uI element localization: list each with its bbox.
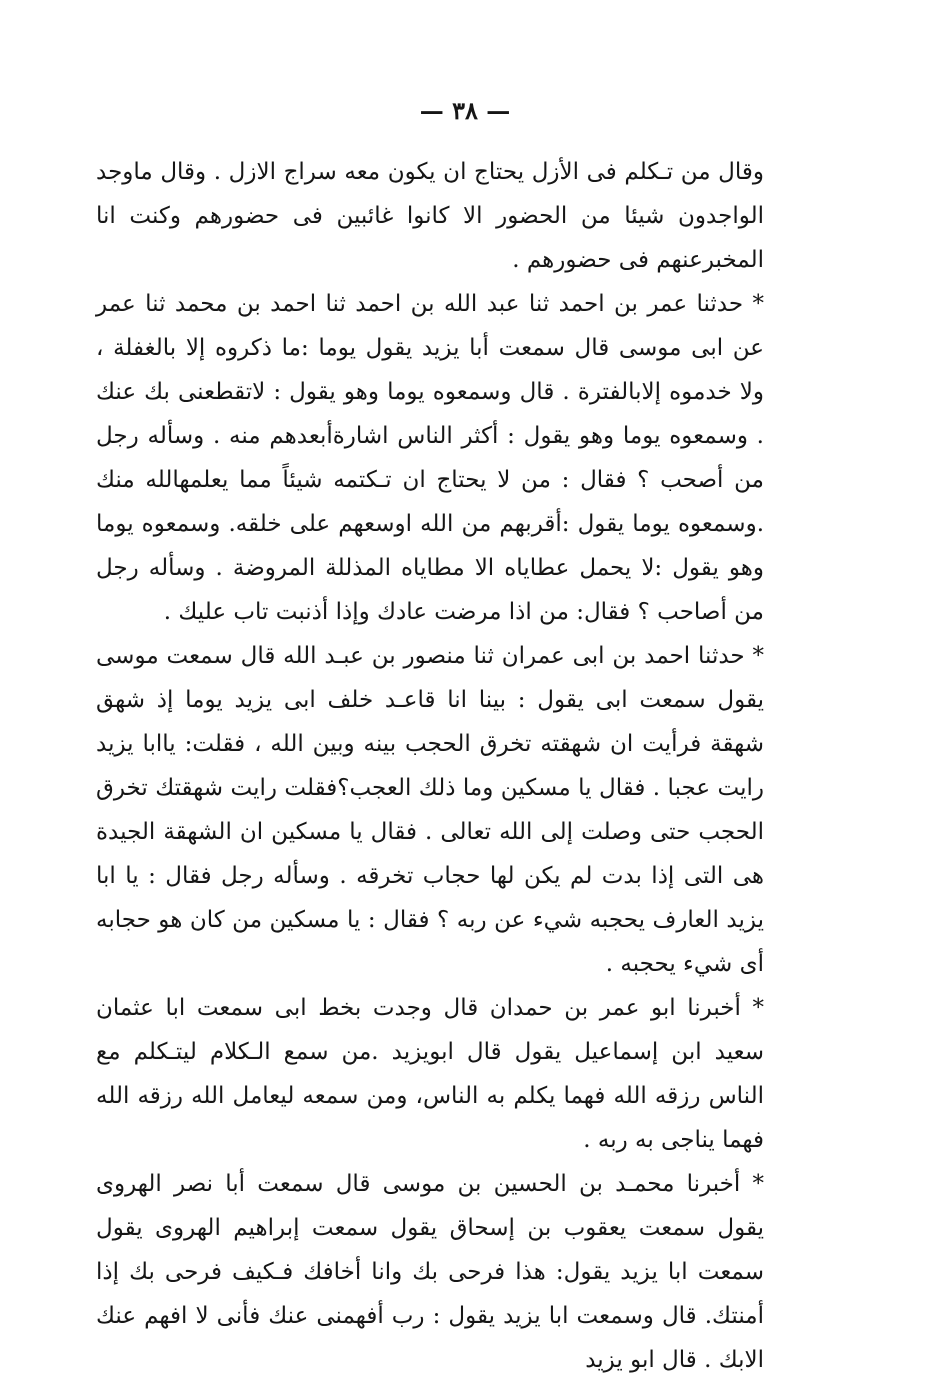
body-text [96, 150, 764, 1382]
page-number: — ٣٨ — [419, 96, 511, 125]
paragraph: * أخبرنا محمـد بن الحسين بن موسى قال سمعت أبا نصر الهروى يقول سمعت يعقوب بن إسحاق يقول سمعت إبراهيم الهروى يقول سمعت ابا يزيد يقول: هذا فرحى بك وانا أخافك فـكيف فرحى بك إذا أمنتك. قال وسمعت ابا يزيد يقول : رب أفهمنى عنك فأنى لا افهم عنك الابك . قال ابو يزيد [96, 1171, 764, 1373]
paragraph: * حدثنا احمد بن ابى عمران ثنا منصور بن عبـد الله قال سمعت موسى يقول سمعت ابى يقول : بينا انا قاعـد خلف ابى يزيد يوما إذ شهق شهقة فرأيت ان شهقته تخرق الحجب بينه وبين الله ، فقلت: ياابا يزيد رايت عجبا . فقال يا مسكين وما ذلك العجب؟فقلت رايت شهقتك تخرق الحجب حتى وصلت إلى الله تعالى . فقال يا مسكين ان الشهقة الجيدة هى التى إذا بدت لم يكن لها حجاب تخرقه . وسأله رجل فقال : يا ابا يزيد العارف يحجبه شيء عن ربه ؟ فقال : يا مسكين من كان هو حجابه أى شيء يحجبه . [96, 643, 764, 977]
paragraph: * حدثنا عمر بن احمد ثنا عبد الله بن احمد ثنا احمد بن محمد ثنا عمر عن ابى موسى قال سمعت أبا يزيد يقول يوما :ما ذكروه إلا بالغفلة ، ولا خدموه إلابالفترة . قال وسمعوه يوما وهو يقول : لاتقطعنى بك عنك . وسمعوه يوما وهو يقول : أكثر الناس اشارةأبعدهم منه . وسأله رجل من أصحب ؟ فقال : من لا يحتاج ان تـكتمه شيئاً مما يعلمهالله منك .وسمعوه يوما يقول :أقربهم من الله اوسعهم على خلقه. وسمعوه يوما وهو يقول :لا يحمل عطاياه الا مطاياه المذللة المروضة . وسأله رجل من أصاحب ؟ فقال: من اذا مرضت عادك وإذا أذنبت تاب عليك . [96, 291, 764, 625]
paragraph: وقال من تـكلم فى الأزل يحتاج ان يكون معه سراج الازل . وقال ماوجد الواجدون شيئا من الحضور الا كانوا غائبين فى حضورهم وكنت انا المخبرعنهم فى حضورهم . [96, 159, 764, 273]
paragraph: * أخبرنا ابو عمر بن حمدان قال وجدت بخط ابى سمعت ابا عثمان سعيد ابن إسماعيل يقول قال ابويزيد .من سمع الـكلام ليتـكلم مع الناس رزقه الله فهما يكلم به الناس، ومن سمعه ليعامل الله رزقه الله فهما يناجى به ربه . [96, 995, 764, 1153]
